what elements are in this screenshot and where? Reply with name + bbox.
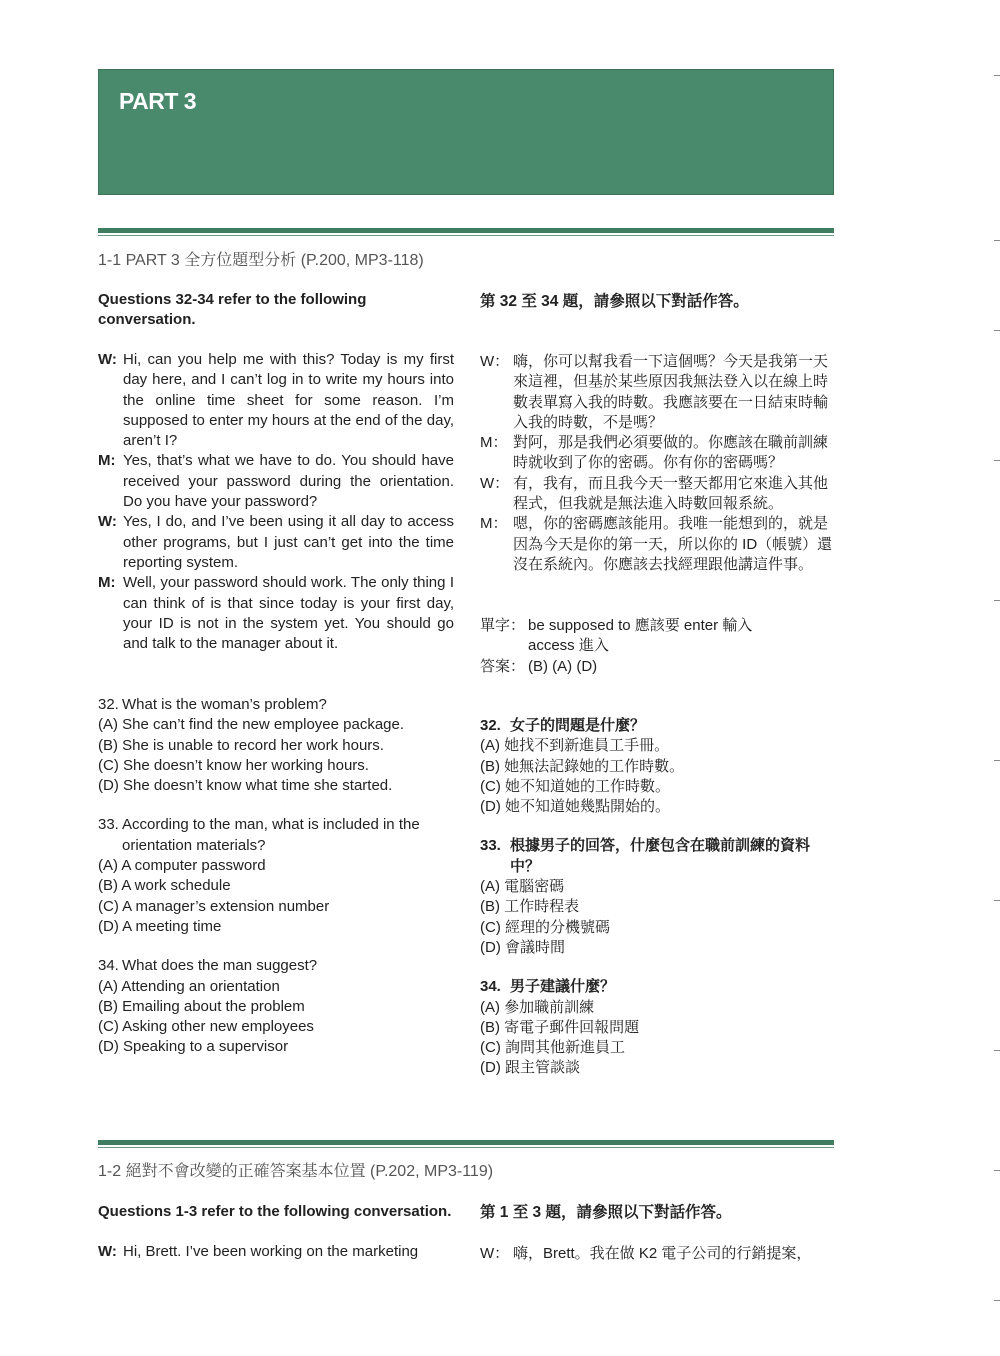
question-block <box>98 695 454 796</box>
answer-option: (C) Asking other new employees <box>98 1018 314 1036</box>
speaker-label: W： <box>480 353 510 370</box>
dialogue-text: 對阿，那是我們必須要做的。你應該在職前訓練時就收到了你的密碼。你有你的密碼嗎？ <box>513 434 829 472</box>
dialogue-turn <box>98 1242 454 1262</box>
crop-mark <box>994 1300 1000 1301</box>
answer-option: (C) 詢問其他新進員工 <box>480 1039 625 1057</box>
answer-label: 答案： <box>480 657 526 675</box>
answer-option: (D) A meeting time <box>98 917 222 935</box>
question-number: 34. <box>98 957 119 975</box>
speaker-label: M： <box>480 515 508 533</box>
speaker-label: W： <box>480 1245 510 1262</box>
crop-mark <box>994 1050 1000 1051</box>
question-number: 34. <box>480 978 501 996</box>
speaker-label: M: <box>98 452 116 470</box>
question-block <box>480 977 836 1078</box>
question-text: 女子的問題是什麼？ <box>510 717 646 734</box>
intro-zh: 第 1 至 3 題，請參照以下對話作答。 <box>480 1204 732 1221</box>
dialogue-turn <box>98 512 454 573</box>
crop-mark <box>994 75 1000 76</box>
section-heading: 1-1 PART 3 全方位題型分析 (P.200, MP3-118) <box>98 252 424 269</box>
question-block <box>480 716 836 817</box>
vocab-label: 單字： <box>480 617 526 634</box>
dialogue-zh <box>480 1244 836 1264</box>
dialogue-en <box>98 1242 454 1262</box>
crop-mark <box>994 460 1000 461</box>
speaker-label: W: <box>98 1243 117 1260</box>
question-text: According to the man, what is included in the orientation materials? <box>122 816 420 854</box>
part-banner <box>98 69 834 195</box>
speaker-label: M: <box>98 574 116 592</box>
dialogue-turn <box>98 350 454 451</box>
answer-option: (D) She doesn’t know what time she started. <box>98 777 393 795</box>
answer-option: (D) 跟主管談談 <box>480 1059 580 1077</box>
speaker-label: W: <box>98 513 117 531</box>
question-number: 32. <box>98 696 119 713</box>
question-stem <box>480 716 836 736</box>
question-text: 男子建議什麼？ <box>510 978 616 996</box>
intro-zh: 第 32 至 34 題，請參照以下對話作答。 <box>480 293 749 310</box>
crop-mark <box>994 900 1000 901</box>
intro-en: Questions 32-34 refer to the following conversation. <box>98 291 367 329</box>
answer-option: (A) Attending an orientation <box>98 977 280 995</box>
dialogue-text: Hi, can you help me with this? Today is my first day here, and I can’t log in to write my hours into the online time sheet for some reason. I’m supposed to enter my hours at the end of the day, aren’t I? <box>123 351 454 450</box>
answer-option: (B) 她無法記錄她的工作時數。 <box>480 757 685 775</box>
answer-option: (A) She can’t find the new employee package. <box>98 716 405 734</box>
question-stem <box>480 977 836 997</box>
question-text: What does the man suggest? <box>122 957 318 975</box>
dialogue-turn <box>480 474 836 515</box>
answer-option: (A) 參加職前訓練 <box>480 998 595 1016</box>
vocab-line <box>480 616 836 657</box>
intro-en: Questions 1-3 refer to the following conversation. <box>98 1203 452 1220</box>
crop-mark <box>994 1170 1000 1171</box>
answer-option: (D) 她不知道她幾點開始的。 <box>480 798 670 816</box>
question-number: 32. <box>480 717 501 734</box>
answer-option: (B) 寄電子郵件回報問題 <box>480 1018 640 1036</box>
question-number: 33. <box>480 837 501 855</box>
crop-mark <box>994 240 1000 241</box>
questions-en <box>98 695 454 1058</box>
question-block <box>480 836 836 958</box>
question-number: 33. <box>98 816 119 834</box>
answer-option: (C) 她不知道她的工作時數。 <box>480 777 670 795</box>
crop-mark <box>994 330 1000 331</box>
answer-option: (A) A computer password <box>98 857 266 875</box>
speaker-label: W： <box>480 474 510 492</box>
section-divider <box>98 228 834 233</box>
dialogue-text: 嗨，你可以幫我看一下這個嗎？今天是我第一天來這裡，但基於某些原因我無法登入以在線上時數表單寫入我的時數。我應該要在一日結束時輸入我的時數，不是嗎？ <box>513 353 829 431</box>
dialogue-turn <box>98 573 454 654</box>
dialogue-text: 嗯，你的密碼應該能用。我唯一能想到的，就是因為今天是你的第一天，所以你的 ID（帳號）還沒在系統內。你應該去找經理跟他講這件事。 <box>513 515 833 573</box>
answer-option: (C) She doesn’t know her working hours. <box>98 756 369 774</box>
speaker-label: W: <box>98 351 117 368</box>
dialogue-text: 有，我有，而且我今天一整天都用它來進入其他程式，但我就是無法進入時數回報系統。 <box>513 474 829 513</box>
answer-option: (B) 工作時程表 <box>480 898 580 916</box>
dialogue-text: Yes, that’s what we have to do. You should have received your password during the orientation. Do you have your password? <box>123 452 454 511</box>
dialogue-text: 嗨，Brett。我在做 K2 電子公司的行銷提案， <box>513 1245 812 1262</box>
answer-option: (C) A manager’s extension number <box>98 897 330 915</box>
question-stem <box>98 695 454 715</box>
dialogue-turn <box>480 514 836 575</box>
dialogue-text: Well, your password should work. The only thing I can think of is that since today is your first day, your ID is not in the system yet. You should go and talk to the manager about it. <box>123 574 454 653</box>
answer-option: (C) 經理的分機號碼 <box>480 918 610 936</box>
dialogue-turn <box>480 1244 836 1264</box>
answer-option: (A) 她找不到新進員工手冊。 <box>480 737 670 755</box>
section-heading: 1-2 絕對不會改變的正確答案基本位置 (P.202, MP3-119) <box>98 1163 494 1180</box>
vocab-text: be supposed to 應該要 enter 輸入 <box>528 617 753 634</box>
crop-mark <box>994 760 1000 761</box>
answer-option: (B) A work schedule <box>98 877 231 895</box>
question-text: What is the woman’s problem? <box>122 696 327 713</box>
question-block <box>98 956 454 1057</box>
answer-option: (B) She is unable to record her work hours. <box>98 736 384 754</box>
vocab-block <box>480 616 836 677</box>
dialogue-en <box>98 350 454 654</box>
answer-option: (D) Speaking to a supervisor <box>98 1038 289 1056</box>
section-divider <box>98 1140 834 1145</box>
question-block <box>98 815 454 937</box>
question-stem <box>98 956 454 976</box>
dialogue-turn <box>480 352 836 433</box>
answer-line <box>480 657 836 677</box>
dialogue-text: Hi, Brett. I’ve been working on the marketing <box>123 1243 419 1260</box>
answer-option: (D) 會議時間 <box>480 938 565 956</box>
dialogue-turn <box>98 451 454 512</box>
answer-option: (B) Emailing about the problem <box>98 997 305 1015</box>
answer-option: (A) 電腦密碼 <box>480 878 565 896</box>
question-stem <box>480 836 836 877</box>
dialogue-text: Yes, I do, and I’ve been using it all day to access other programs, but I just can’t get into the time reporting system. <box>123 513 454 571</box>
question-text: 根據男子的回答，什麼包含在職前訓練的資料中？ <box>510 837 811 875</box>
crop-mark <box>994 600 1000 601</box>
vocab-text: access 進入 <box>528 637 609 655</box>
answer-text: (B) (A) (D) <box>528 657 598 675</box>
dialogue-turn <box>480 433 836 474</box>
questions-zh <box>480 716 836 1079</box>
question-stem <box>98 815 454 856</box>
speaker-label: M： <box>480 434 508 452</box>
part-title: PART 3 <box>119 88 197 114</box>
dialogue-zh <box>480 352 836 575</box>
